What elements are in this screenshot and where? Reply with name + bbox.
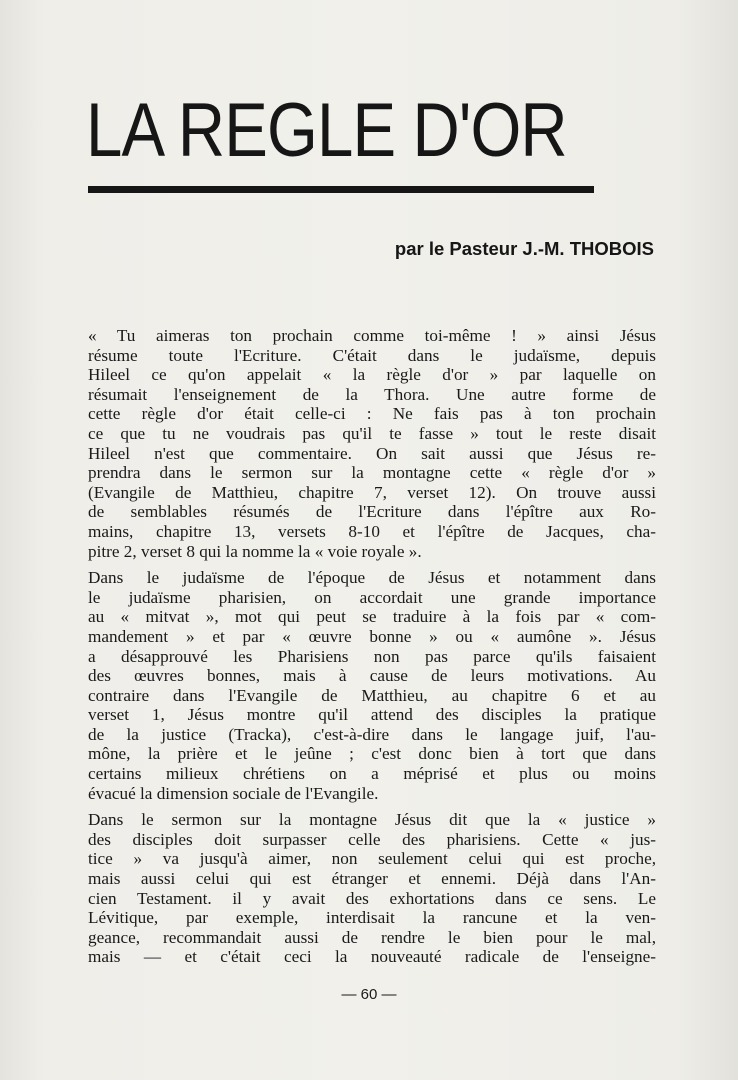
text-line: pitre 2, verset 8 qui la nomme la « voie royale ». — [88, 541, 422, 561]
article-body — [88, 326, 656, 967]
text-line: au « mitvat », mot qui peut se traduire à la fois par « com- — [88, 607, 656, 627]
paragraph-gap — [88, 803, 656, 810]
article-title: LA REGLE D'OR — [86, 88, 567, 173]
text-line: mains, chapitre 13, versets 8-10 et l'épître de Jacques, cha- — [88, 521, 656, 541]
text-line: cien Testament. il y avait des exhortations dans ce sens. Le — [88, 888, 656, 908]
text-line: de semblables résumés de l'Ecriture dans l'épître aux Ro- — [88, 502, 656, 522]
text-line: mais aussi celui qui est étranger et ennemi. Déjà dans l'An- — [88, 869, 656, 889]
text-line: cette règle d'or était celle-ci : Ne fais pas à ton prochain — [88, 404, 656, 424]
text-line: Hileel n'est que commentaire. On sait aussi que Jésus re- — [88, 443, 656, 463]
text-line: certains milieux chrétiens on a méprisé et plus ou moins — [88, 764, 656, 784]
paragraph — [88, 810, 656, 967]
paragraph-gap — [88, 561, 656, 568]
text-line: résumait l'enseignement de la Thora. Une autre forme de — [88, 384, 656, 404]
text-line: « Tu aimeras ton prochain comme toi-même ! » ainsi Jésus — [88, 326, 656, 345]
text-line: prendra dans le sermon sur la montagne cette « règle d'or » — [88, 463, 656, 483]
text-line: mandement » et par « œuvre bonne » ou « aumône ». Jésus — [88, 626, 656, 646]
text-line: Dans le sermon sur la montagne Jésus dit que la « justice » — [88, 810, 656, 830]
author-byline: par le Pasteur J.-M. THOBOIS — [394, 238, 654, 259]
text-line: (Evangile de Matthieu, chapitre 7, verset 12). On trouve aussi — [88, 482, 656, 502]
page-number: — 60 — — [341, 986, 397, 1003]
text-line: des œuvres bonnes, mais à cause de leurs motivations. Au — [88, 666, 656, 686]
text-line: Lévitique, par exemple, interdisait la rancune et la ven- — [88, 908, 656, 928]
text-line: résume toute l'Ecriture. C'était dans le judaïsme, depuis — [88, 345, 656, 365]
text-line: de la justice (Tracka), c'est-à-dire dans le langage juif, l'au- — [88, 724, 656, 744]
text-line: a désapprouvé les Pharisiens non pas parce qu'ils faisaient — [88, 646, 656, 666]
paragraph — [88, 568, 656, 803]
text-line: Hileel ce qu'on appelait « la règle d'or » par laquelle on — [88, 365, 656, 385]
text-line: mône, la prière et le jeûne ; c'est donc bien à tort que dans — [88, 744, 656, 764]
text-line: contraire dans l'Evangile de Matthieu, au chapitre 6 et au — [88, 685, 656, 705]
text-line: le judaïsme pharisien, on accordait une grande importance — [88, 587, 656, 607]
text-line: tice » va jusqu'à aimer, non seulement celui qui est proche, — [88, 849, 656, 869]
text-line: mais — et c'était ceci la nouveauté radicale de l'enseigne- — [88, 947, 656, 967]
text-line: geance, recommandait aussi de rendre le bien pour le mal, — [88, 927, 656, 947]
text-line: évacué la dimension sociale de l'Evangile. — [88, 783, 379, 803]
text-line: des disciples doit surpasser celle des pharisiens. Cette « jus- — [88, 829, 656, 849]
text-line: ce que tu ne voudrais pas qu'il te fasse » tout le reste disait — [88, 423, 656, 443]
text-line: Dans le judaïsme de l'époque de Jésus et notamment dans — [88, 568, 656, 588]
text-line: verset 1, Jésus montre qu'il attend des disciples la pratique — [88, 705, 656, 725]
paragraph — [88, 326, 656, 561]
title-rule — [88, 186, 594, 193]
